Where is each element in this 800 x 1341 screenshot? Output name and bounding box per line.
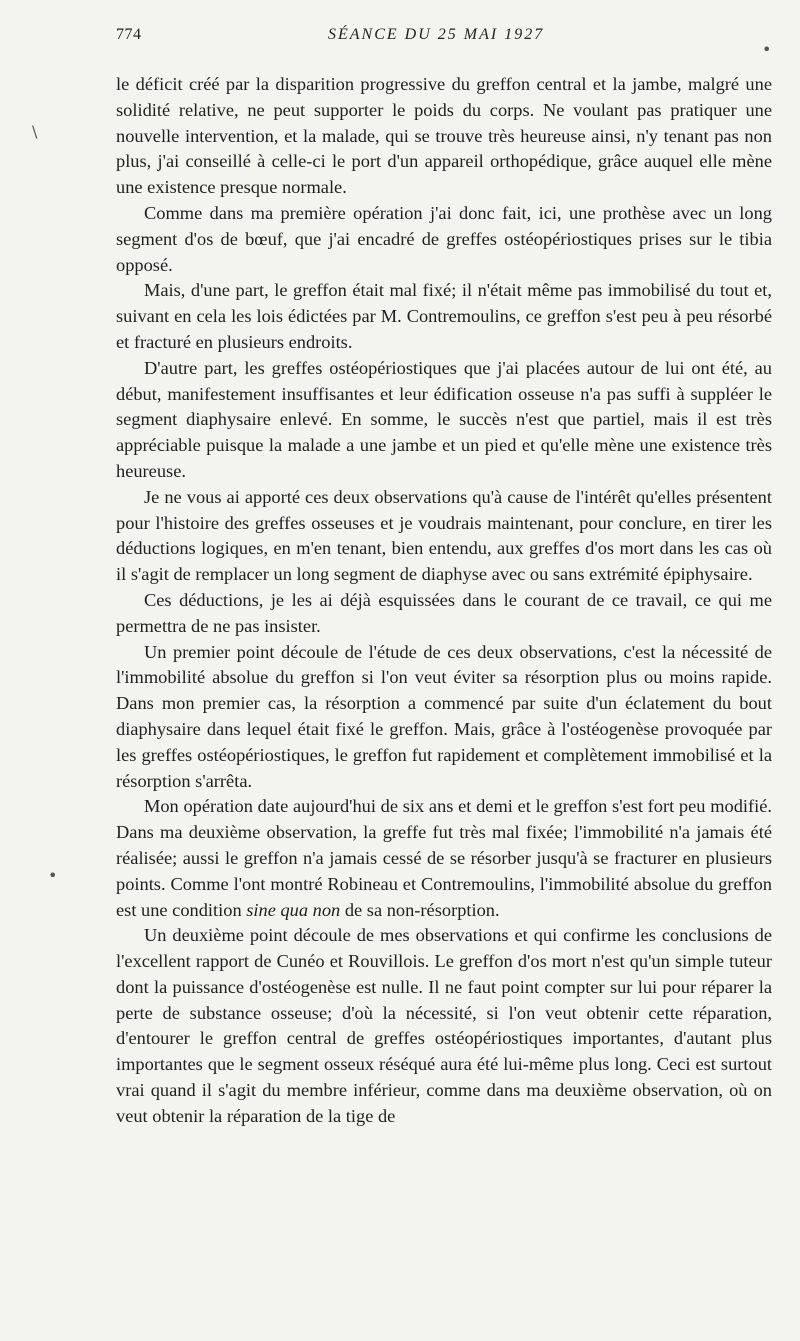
paragraph: Mais, d'une part, le greffon était mal fixé; il n'était même pas immobilisé du tout et, suivant en cela les lois édictées par M. Contremoulins, ce greffon s'est peu à peu résorbé et fracturé en plusieurs endroits.	[116, 280, 772, 352]
latin-phrase: sine qua non	[246, 899, 341, 920]
paragraph: Comme dans ma première opération j'ai donc fait, ici, une prothèse avec un long segment d'os de bœuf, que j'ai encadré de greffes ostéopériostiques prises sur le tibia opposé.	[116, 202, 772, 275]
paragraph: Ces déductions, je les ai déjà esquissées dans le courant de ce travail, ce qui me permettra de ne pas insister.	[116, 589, 772, 636]
paragraph: D'autre part, les greffes ostéopériostiques que j'ai placées autour de lui ont été, au début, manifestement insuffisantes et leur édification osseuse n'a pas suffi à suppléer le segment diaphysaire enlevé. En somme, le succès n'est que partiel, mais il est très appréciable puisque la malade a une jambe et un pied et qu'elle mène une existence très heureuse.	[116, 357, 772, 481]
margin-tick: \	[32, 122, 38, 141]
running-title: SÉANCE DU 25 MAI 1927	[328, 26, 545, 43]
paragraph: Un deuxième point découle de mes observations et qui confirme les conclusions de l'excellent rapport de Cunéo et Rouvillois. Le greffon d'os mort n'est qu'un simple tuteur dont la puissance d'ostéogenèse est nulle. Il ne faut point compter sur lui pour réparer la perte de substance osseuse; d'où la nécessité, si l'on veut obtenir cette réparation, d'entourer le greffon central de greffes ostéopériostiques importantes, d'autant plus importantes que le segment osseux réséqué aura été lui-même plus long. Ceci est surtout vrai quand il s'agit du membre inférieur, comme dans ma deuxième observation, où on veut obtenir la réparation de la tige de	[116, 925, 772, 1126]
paragraph: Un premier point découle de l'étude de ces deux observations, c'est la nécessité de l'immobilité absolue du greffon si l'on veut éviter sa résorption plus ou moins rapide. Dans mon premier cas, la résorption a commencé par suite d'un éclatement du bout diaphysaire dans lequel était fixé le greffon. Mais, grâce à l'ostéogenèse provoquée par les greffes ostéopériostiques, le greffon fut rapidement et complètement immobilisé et la résorption s'arrêta.	[116, 641, 772, 791]
print-speck: •	[48, 866, 58, 885]
paragraph-text: de sa non-résorption.	[340, 899, 500, 920]
page-header	[116, 26, 770, 52]
body-text	[116, 72, 772, 1130]
paragraph-text: Mon opération date aujourd'hui de six ans et demi et le greffon s'est fort peu modifié. Dans ma deuxième observation, la greffe fut très mal fixée; l'immobilité n'a jamais été réalisée; aussi le greffon n'a jamais cessé de se résorber jusqu'à se fracturer en plusieurs points. Comme l'ont montré Robineau et Contremoulins, l'immobilité absolue du greffon est une condition	[116, 796, 772, 920]
paragraph: le déficit créé par la disparition progressive du greffon central et la jambe, malgré une solidité relative, ne peut supporter le poids du corps. Ne voulant pas pratiquer une nouvelle intervention, et la malade, qui se trouve très heureuse ainsi, n'y tenant pas non plus, j'ai conseillé à celle-ci le port d'un appareil orthopédique, grâce auquel elle mène une existence presque normale.	[116, 74, 772, 198]
paragraph: Je ne vous ai apporté ces deux observations qu'à cause de l'intérêt qu'elles présentent pour l'histoire des greffes osseuses et je voudrais maintenant, pour conclure, en tirer les déductions logiques, en m'en tenant, bien entendu, aux greffes d'os mort dans les cas où il s'agit de remplacer un long segment de diaphyse avec ou sans extrémité épiphysaire.	[116, 486, 772, 585]
page-number: 774	[116, 26, 142, 43]
paragraph	[116, 794, 772, 923]
print-speck: •	[762, 40, 772, 59]
